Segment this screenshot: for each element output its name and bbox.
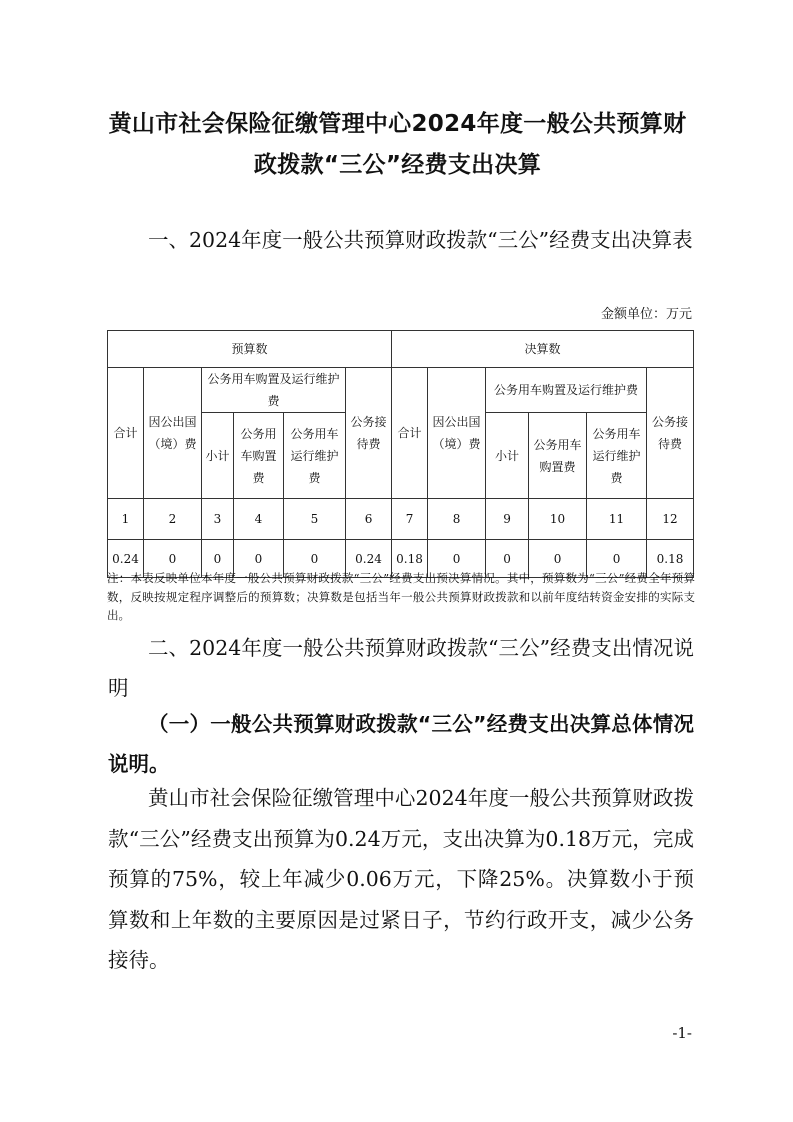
subsection1-heading: （一）一般公共预算财政拨款“三公”经费支出决算总体情况说明。 bbox=[108, 712, 694, 776]
value-cell: 0 bbox=[234, 540, 284, 578]
final-abroad-header: 因公出国（境）费 bbox=[428, 368, 486, 499]
budget-total-header: 合计 bbox=[108, 368, 144, 499]
three-public-expense-table bbox=[107, 330, 694, 578]
final-reception-header: 公务接待费 bbox=[647, 368, 694, 499]
value-cell: 0.24 bbox=[346, 540, 392, 578]
value-cell: 0 bbox=[587, 540, 647, 578]
budget-vehicle-operation-header: 公务用车运行维护费 bbox=[284, 413, 346, 499]
body-paragraph: 黄山市社会保险征缴管理中心2024年度一般公共预算财政拨款“三公”经费支出预算为0.24万元，支出决算为0.18万元，完成预算的75%，较上年减少0.06万元，下降25%。决算数小于预算数和上年数的主要原因是过紧日子，节约行政开支，减少公务接待。 bbox=[108, 786, 694, 972]
table-note: 注：本表反映单位本年度一般公共预算财政拨款“三公”经费支出预决算情况。其中，预算数为“三公”经费全年预算数，反映按规定程序调整后的预算数；决算数是包括当年一般公共预算财政拨款和以前年度结转资金安排的实际支出。 bbox=[107, 571, 695, 622]
col-number: 11 bbox=[587, 499, 647, 540]
column-number-row bbox=[108, 499, 694, 540]
final-vehicle-operation-header: 公务用车运行维护费 bbox=[587, 413, 647, 499]
budget-group-header: 预算数 bbox=[108, 331, 392, 368]
final-vehicle-purchase-header: 公务用车购置费 bbox=[529, 413, 587, 499]
col-number: 4 bbox=[234, 499, 284, 540]
col-number: 8 bbox=[428, 499, 486, 540]
col-number: 1 bbox=[108, 499, 144, 540]
col-number: 6 bbox=[346, 499, 392, 540]
value-cell: 0 bbox=[529, 540, 587, 578]
document-title: 黄山市社会保险征缴管理中心2024年度一般公共预算财政拨款“三公”经费支出决算 bbox=[108, 111, 687, 178]
page-number: -1- bbox=[672, 1024, 692, 1042]
col-number: 9 bbox=[486, 499, 529, 540]
unit-label: 金额单位：万元 bbox=[600, 307, 692, 322]
final-total-header: 合计 bbox=[392, 368, 428, 499]
value-cell: 0 bbox=[486, 540, 529, 578]
value-cell: 0 bbox=[284, 540, 346, 578]
section2-heading: 二、2024年度一般公共预算财政拨款“三公”经费支出情况说明 bbox=[108, 636, 694, 700]
value-cell: 0 bbox=[202, 540, 234, 578]
final-vehicle-group-header: 公务用车购置及运行维护费 bbox=[486, 368, 647, 413]
budget-vehicle-purchase-header: 公务用车购置费 bbox=[234, 413, 284, 499]
budget-abroad-header: 因公出国（境）费 bbox=[144, 368, 202, 499]
budget-subtotal-header: 小计 bbox=[202, 413, 234, 499]
budget-vehicle-group-header: 公务用车购置及运行维护费 bbox=[202, 368, 346, 413]
budget-reception-header: 公务接待费 bbox=[346, 368, 392, 499]
col-number: 10 bbox=[529, 499, 587, 540]
value-cell: 0.18 bbox=[647, 540, 694, 578]
final-group-header: 决算数 bbox=[392, 331, 694, 368]
value-cell: 0.24 bbox=[108, 540, 144, 578]
final-subtotal-header: 小计 bbox=[486, 413, 529, 499]
col-number: 5 bbox=[284, 499, 346, 540]
value-cell: 0.18 bbox=[392, 540, 428, 578]
value-cell: 0 bbox=[428, 540, 486, 578]
col-number: 7 bbox=[392, 499, 428, 540]
col-number: 3 bbox=[202, 499, 234, 540]
col-number: 12 bbox=[647, 499, 694, 540]
col-number: 2 bbox=[144, 499, 202, 540]
value-cell: 0 bbox=[144, 540, 202, 578]
section1-heading: 一、2024年度一般公共预算财政拨款“三公”经费支出决算表 bbox=[148, 228, 693, 252]
